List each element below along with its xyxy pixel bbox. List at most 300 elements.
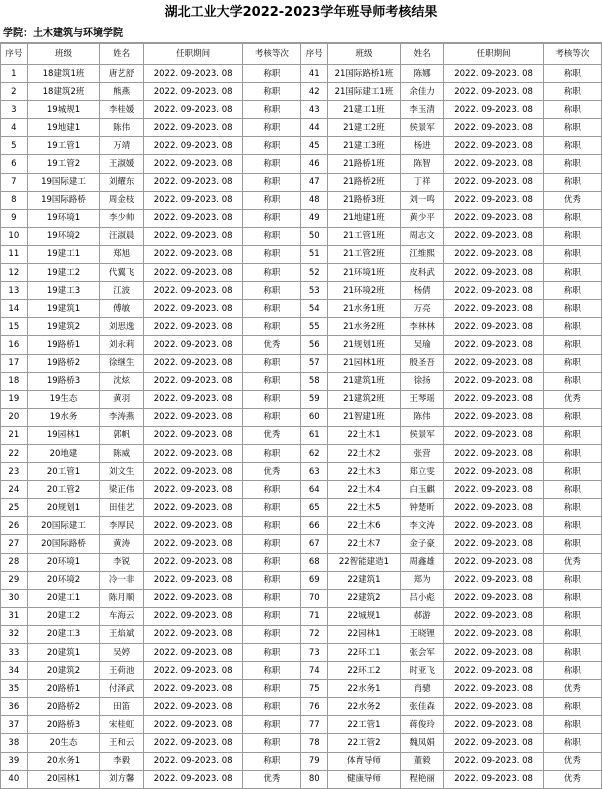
term-cell: 2022. 09-2023. 08 bbox=[444, 209, 543, 227]
teacher-name: 梁正伟 bbox=[100, 481, 144, 499]
class-cell: 20地建 bbox=[27, 444, 100, 462]
table-row bbox=[1, 173, 602, 191]
teacher-name: 徐继生 bbox=[100, 354, 144, 372]
results-table bbox=[0, 43, 602, 789]
header-grade: 考核等次 bbox=[543, 44, 601, 65]
teacher-name: 金子豪 bbox=[400, 535, 444, 553]
table-row bbox=[1, 571, 602, 589]
table-row bbox=[1, 553, 602, 571]
term-cell: 2022. 09-2023. 08 bbox=[444, 481, 543, 499]
class-cell: 19建工2 bbox=[27, 264, 100, 282]
teacher-name: 王荷池 bbox=[100, 662, 144, 680]
term-cell: 2022. 09-2023. 08 bbox=[143, 336, 242, 354]
grade-cell: 称职 bbox=[543, 227, 601, 245]
grade-cell: 称职 bbox=[543, 65, 601, 83]
teacher-name: 郑为 bbox=[400, 571, 444, 589]
class-cell: 21智建1班 bbox=[328, 408, 401, 426]
class-cell: 22建筑1 bbox=[328, 571, 401, 589]
header-class: 班级 bbox=[27, 44, 100, 65]
teacher-name: 王淑媛 bbox=[100, 155, 144, 173]
class-cell: 22土木2 bbox=[328, 444, 401, 462]
header-name: 姓名 bbox=[100, 44, 144, 65]
teacher-name: 王晓锂 bbox=[400, 625, 444, 643]
teacher-name: 皮科武 bbox=[400, 264, 444, 282]
class-cell: 20工管1 bbox=[27, 463, 100, 481]
row-index: 11 bbox=[1, 245, 28, 263]
table-body bbox=[1, 65, 602, 789]
header-name: 姓名 bbox=[400, 44, 444, 65]
row-index: 54 bbox=[301, 300, 328, 318]
teacher-name: 田笛 bbox=[100, 698, 144, 716]
teacher-name: 郝游 bbox=[400, 607, 444, 625]
class-cell: 19建筑1 bbox=[27, 300, 100, 318]
table-row bbox=[1, 589, 602, 607]
grade-cell: 称职 bbox=[243, 264, 301, 282]
teacher-name: 沈炫 bbox=[100, 372, 144, 390]
table-row bbox=[1, 625, 602, 643]
teacher-name: 宋桂虹 bbox=[100, 716, 144, 734]
class-cell: 21水务1班 bbox=[328, 300, 401, 318]
row-index: 20 bbox=[1, 408, 28, 426]
teacher-name: 黄羽 bbox=[100, 390, 144, 408]
grade-cell: 称职 bbox=[243, 191, 301, 209]
teacher-name: 吕小彪 bbox=[400, 589, 444, 607]
term-cell: 2022. 09-2023. 08 bbox=[143, 191, 242, 209]
header-grade: 考核等次 bbox=[243, 44, 301, 65]
page-title: 湖北工业大学2022-2023学年班导师考核结果 bbox=[164, 5, 438, 20]
class-cell: 21工管2班 bbox=[328, 245, 401, 263]
grade-cell: 称职 bbox=[243, 354, 301, 372]
grade-cell: 称职 bbox=[243, 644, 301, 662]
class-cell: 21水务2班 bbox=[328, 318, 401, 336]
class-cell: 22城规1 bbox=[328, 607, 401, 625]
class-cell: 20环境2 bbox=[27, 571, 100, 589]
table-row bbox=[1, 408, 602, 426]
row-index: 64 bbox=[301, 481, 328, 499]
teacher-name: 张营 bbox=[400, 444, 444, 462]
teacher-name: 周志文 bbox=[400, 227, 444, 245]
row-index: 27 bbox=[1, 535, 28, 553]
term-cell: 2022. 09-2023. 08 bbox=[143, 390, 242, 408]
table-row bbox=[1, 499, 602, 517]
grade-cell: 称职 bbox=[243, 83, 301, 101]
teacher-name: 郭帆 bbox=[100, 426, 144, 444]
teacher-name: 余佳力 bbox=[400, 83, 444, 101]
class-cell: 19园林1 bbox=[27, 426, 100, 444]
row-index: 18 bbox=[1, 372, 28, 390]
row-index: 7 bbox=[1, 173, 28, 191]
class-cell: 19工管2 bbox=[27, 155, 100, 173]
row-index: 17 bbox=[1, 354, 28, 372]
term-cell: 2022. 09-2023. 08 bbox=[143, 264, 242, 282]
teacher-name: 傅敏 bbox=[100, 300, 144, 318]
table-row bbox=[1, 517, 602, 535]
row-index: 65 bbox=[301, 499, 328, 517]
row-index: 35 bbox=[1, 680, 28, 698]
term-cell: 2022. 09-2023. 08 bbox=[444, 571, 543, 589]
class-cell: 18建筑2班 bbox=[27, 83, 100, 101]
class-cell: 22土木3 bbox=[328, 463, 401, 481]
grade-cell: 称职 bbox=[243, 481, 301, 499]
class-cell: 体育导师 bbox=[328, 752, 401, 770]
class-cell: 20建筑2 bbox=[27, 662, 100, 680]
grade-cell: 称职 bbox=[543, 517, 601, 535]
teacher-name: 徐扬 bbox=[400, 372, 444, 390]
term-cell: 2022. 09-2023. 08 bbox=[143, 625, 242, 643]
row-index: 30 bbox=[1, 589, 28, 607]
table-row bbox=[1, 354, 602, 372]
grade-cell: 称职 bbox=[243, 662, 301, 680]
term-cell: 2022. 09-2023. 08 bbox=[143, 408, 242, 426]
term-cell: 2022. 09-2023. 08 bbox=[444, 680, 543, 698]
row-index: 33 bbox=[1, 644, 28, 662]
row-index: 1 bbox=[1, 65, 28, 83]
class-cell: 22环工2 bbox=[328, 662, 401, 680]
row-index: 46 bbox=[301, 155, 328, 173]
row-index: 38 bbox=[1, 734, 28, 752]
teacher-name: 汪淑晨 bbox=[100, 227, 144, 245]
grade-cell: 称职 bbox=[243, 698, 301, 716]
row-index: 6 bbox=[1, 155, 28, 173]
teacher-name: 李厚民 bbox=[100, 517, 144, 535]
term-cell: 2022. 09-2023. 08 bbox=[444, 589, 543, 607]
table-row bbox=[1, 481, 602, 499]
grade-cell: 称职 bbox=[543, 481, 601, 499]
grade-cell: 称职 bbox=[543, 625, 601, 643]
row-index: 60 bbox=[301, 408, 328, 426]
class-cell: 20建工3 bbox=[27, 625, 100, 643]
grade-cell: 称职 bbox=[543, 209, 601, 227]
grade-cell: 称职 bbox=[543, 336, 601, 354]
row-index: 72 bbox=[301, 625, 328, 643]
term-cell: 2022. 09-2023. 08 bbox=[143, 571, 242, 589]
class-cell: 19水务 bbox=[27, 408, 100, 426]
grade-cell: 称职 bbox=[543, 589, 601, 607]
teacher-name: 王焰斌 bbox=[100, 625, 144, 643]
teacher-name: 田佳艺 bbox=[100, 499, 144, 517]
teacher-name: 钟楚昕 bbox=[400, 499, 444, 517]
term-cell: 2022. 09-2023. 08 bbox=[143, 227, 242, 245]
class-cell: 19城规1 bbox=[27, 101, 100, 119]
term-cell: 2022. 09-2023. 08 bbox=[143, 752, 242, 770]
teacher-name: 付泽武 bbox=[100, 680, 144, 698]
grade-cell: 优秀 bbox=[243, 770, 301, 788]
table-row bbox=[1, 662, 602, 680]
row-index: 50 bbox=[301, 227, 328, 245]
teacher-name: 江维熙 bbox=[400, 245, 444, 263]
row-index: 71 bbox=[301, 607, 328, 625]
row-index: 76 bbox=[301, 698, 328, 716]
teacher-name: 侯景军 bbox=[400, 426, 444, 444]
grade-cell: 称职 bbox=[243, 607, 301, 625]
table-row bbox=[1, 716, 602, 734]
term-cell: 2022. 09-2023. 08 bbox=[444, 770, 543, 788]
row-index: 23 bbox=[1, 463, 28, 481]
row-index: 47 bbox=[301, 173, 328, 191]
row-index: 14 bbox=[1, 300, 28, 318]
table-row bbox=[1, 191, 602, 209]
grade-cell: 称职 bbox=[243, 499, 301, 517]
table-row bbox=[1, 680, 602, 698]
row-index: 62 bbox=[301, 444, 328, 462]
term-cell: 2022. 09-2023. 08 bbox=[143, 372, 242, 390]
table-row bbox=[1, 644, 602, 662]
teacher-name: 万亮 bbox=[400, 300, 444, 318]
table-row bbox=[1, 336, 602, 354]
teacher-name: 蒋俊玲 bbox=[400, 716, 444, 734]
grade-cell: 称职 bbox=[243, 390, 301, 408]
grade-cell: 称职 bbox=[243, 444, 301, 462]
term-cell: 2022. 09-2023. 08 bbox=[444, 354, 543, 372]
grade-cell: 优秀 bbox=[543, 191, 601, 209]
teacher-name: 魏凤娟 bbox=[400, 734, 444, 752]
term-cell: 2022. 09-2023. 08 bbox=[444, 644, 543, 662]
term-cell: 2022. 09-2023. 08 bbox=[444, 535, 543, 553]
grade-cell: 称职 bbox=[543, 300, 601, 318]
grade-cell: 称职 bbox=[543, 734, 601, 752]
teacher-name: 杨倩 bbox=[400, 282, 444, 300]
row-index: 68 bbox=[301, 553, 328, 571]
term-cell: 2022. 09-2023. 08 bbox=[444, 318, 543, 336]
class-cell: 20规划1 bbox=[27, 499, 100, 517]
row-index: 80 bbox=[301, 770, 328, 788]
term-cell: 2022. 09-2023. 08 bbox=[143, 209, 242, 227]
row-index: 32 bbox=[1, 625, 28, 643]
row-index: 79 bbox=[301, 752, 328, 770]
class-cell: 19建筑2 bbox=[27, 318, 100, 336]
grade-cell: 优秀 bbox=[543, 680, 601, 698]
row-index: 63 bbox=[301, 463, 328, 481]
table-row bbox=[1, 607, 602, 625]
grade-cell: 称职 bbox=[243, 155, 301, 173]
row-index: 66 bbox=[301, 517, 328, 535]
grade-cell: 称职 bbox=[243, 173, 301, 191]
teacher-name: 冷一非 bbox=[100, 571, 144, 589]
term-cell: 2022. 09-2023. 08 bbox=[444, 734, 543, 752]
table-row bbox=[1, 282, 602, 300]
class-cell: 21路桥3班 bbox=[328, 191, 401, 209]
row-index: 8 bbox=[1, 191, 28, 209]
teacher-name: 丁祥 bbox=[400, 173, 444, 191]
class-cell: 19路桥3 bbox=[27, 372, 100, 390]
row-index: 53 bbox=[301, 282, 328, 300]
class-cell: 22工管1 bbox=[328, 716, 401, 734]
table-row bbox=[1, 65, 602, 83]
class-cell: 19建工3 bbox=[27, 282, 100, 300]
class-cell: 20园林1 bbox=[27, 770, 100, 788]
class-cell: 20路桥2 bbox=[27, 698, 100, 716]
grade-cell: 称职 bbox=[243, 245, 301, 263]
header-index: 序号 bbox=[1, 44, 28, 65]
row-index: 3 bbox=[1, 101, 28, 119]
row-index: 21 bbox=[1, 426, 28, 444]
term-cell: 2022. 09-2023. 08 bbox=[143, 607, 242, 625]
row-index: 12 bbox=[1, 264, 28, 282]
teacher-name: 王琴瑶 bbox=[400, 390, 444, 408]
table-row bbox=[1, 444, 602, 462]
class-cell: 21路桥1班 bbox=[328, 155, 401, 173]
grade-cell: 称职 bbox=[543, 535, 601, 553]
term-cell: 2022. 09-2023. 08 bbox=[143, 444, 242, 462]
row-index: 9 bbox=[1, 209, 28, 227]
table-row bbox=[1, 155, 602, 173]
class-cell: 21国际路桥1班 bbox=[328, 65, 401, 83]
row-index: 28 bbox=[1, 553, 28, 571]
grade-cell: 称职 bbox=[543, 662, 601, 680]
class-cell: 22土木7 bbox=[328, 535, 401, 553]
class-cell: 22水务2 bbox=[328, 698, 401, 716]
grade-cell: 称职 bbox=[543, 245, 601, 263]
row-index: 61 bbox=[301, 426, 328, 444]
table-row bbox=[1, 209, 602, 227]
teacher-name: 周鑫雄 bbox=[400, 553, 444, 571]
grade-cell: 称职 bbox=[543, 426, 601, 444]
term-cell: 2022. 09-2023. 08 bbox=[444, 752, 543, 770]
table-row bbox=[1, 698, 602, 716]
row-index: 77 bbox=[301, 716, 328, 734]
grade-cell: 称职 bbox=[243, 408, 301, 426]
term-cell: 2022. 09-2023. 08 bbox=[444, 119, 543, 137]
class-cell: 20路桥3 bbox=[27, 716, 100, 734]
table-row bbox=[1, 770, 602, 788]
term-cell: 2022. 09-2023. 08 bbox=[444, 698, 543, 716]
grade-cell: 优秀 bbox=[243, 336, 301, 354]
term-cell: 2022. 09-2023. 08 bbox=[444, 499, 543, 517]
class-cell: 20国际路桥 bbox=[27, 535, 100, 553]
term-cell: 2022. 09-2023. 08 bbox=[143, 463, 242, 481]
teacher-name: 李锐 bbox=[100, 553, 144, 571]
term-cell: 2022. 09-2023. 08 bbox=[143, 680, 242, 698]
row-index: 16 bbox=[1, 336, 28, 354]
term-cell: 2022. 09-2023. 08 bbox=[143, 698, 242, 716]
teacher-name: 董毅 bbox=[400, 752, 444, 770]
teacher-name: 张佳森 bbox=[400, 698, 444, 716]
class-cell: 21地建1班 bbox=[328, 209, 401, 227]
term-cell: 2022. 09-2023. 08 bbox=[444, 408, 543, 426]
teacher-name: 张会军 bbox=[400, 644, 444, 662]
header-row bbox=[1, 44, 602, 65]
row-index: 73 bbox=[301, 644, 328, 662]
row-index: 70 bbox=[301, 589, 328, 607]
row-index: 39 bbox=[1, 752, 28, 770]
teacher-name: 陈智 bbox=[400, 155, 444, 173]
class-cell: 20国际建工 bbox=[27, 517, 100, 535]
grade-cell: 称职 bbox=[243, 318, 301, 336]
grade-cell: 称职 bbox=[543, 408, 601, 426]
class-cell: 21建工1班 bbox=[328, 101, 401, 119]
teacher-name: 陈威 bbox=[100, 444, 144, 462]
term-cell: 2022. 09-2023. 08 bbox=[444, 245, 543, 263]
grade-cell: 称职 bbox=[543, 444, 601, 462]
table-row bbox=[1, 372, 602, 390]
table-row bbox=[1, 227, 602, 245]
term-cell: 2022. 09-2023. 08 bbox=[444, 372, 543, 390]
grade-cell: 称职 bbox=[543, 137, 601, 155]
row-index: 43 bbox=[301, 101, 328, 119]
teacher-name: 李少帅 bbox=[100, 209, 144, 227]
term-cell: 2022. 09-2023. 08 bbox=[143, 499, 242, 517]
teacher-name: 郑旭 bbox=[100, 245, 144, 263]
row-index: 36 bbox=[1, 698, 28, 716]
grade-cell: 优秀 bbox=[243, 463, 301, 481]
teacher-name: 刘永莉 bbox=[100, 336, 144, 354]
class-cell: 22土木5 bbox=[328, 499, 401, 517]
term-cell: 2022. 09-2023. 08 bbox=[444, 191, 543, 209]
header-term: 任职期间 bbox=[143, 44, 242, 65]
table-row bbox=[1, 300, 602, 318]
term-cell: 2022. 09-2023. 08 bbox=[444, 173, 543, 191]
class-cell: 20建工1 bbox=[27, 589, 100, 607]
row-index: 59 bbox=[301, 390, 328, 408]
row-index: 74 bbox=[301, 662, 328, 680]
class-cell: 19工管1 bbox=[27, 137, 100, 155]
row-index: 75 bbox=[301, 680, 328, 698]
class-cell: 21建工2班 bbox=[328, 119, 401, 137]
term-cell: 2022. 09-2023. 08 bbox=[143, 155, 242, 173]
term-cell: 2022. 09-2023. 08 bbox=[444, 426, 543, 444]
term-cell: 2022. 09-2023. 08 bbox=[444, 336, 543, 354]
teacher-name: 唐艺舒 bbox=[100, 65, 144, 83]
term-cell: 2022. 09-2023. 08 bbox=[143, 354, 242, 372]
term-cell: 2022. 09-2023. 08 bbox=[444, 662, 543, 680]
row-index: 25 bbox=[1, 499, 28, 517]
term-cell: 2022. 09-2023. 08 bbox=[143, 300, 242, 318]
grade-cell: 优秀 bbox=[543, 770, 601, 788]
row-index: 13 bbox=[1, 282, 28, 300]
class-cell: 21建筑2班 bbox=[328, 390, 401, 408]
grade-cell: 称职 bbox=[243, 589, 301, 607]
term-cell: 2022. 09-2023. 08 bbox=[143, 481, 242, 499]
class-cell: 19建工1 bbox=[27, 245, 100, 263]
class-cell: 20工管2 bbox=[27, 481, 100, 499]
row-index: 67 bbox=[301, 535, 328, 553]
term-cell: 2022. 09-2023. 08 bbox=[143, 318, 242, 336]
term-cell: 2022. 09-2023. 08 bbox=[444, 83, 543, 101]
grade-cell: 称职 bbox=[243, 535, 301, 553]
grade-cell: 优秀 bbox=[543, 390, 601, 408]
class-cell: 22建筑2 bbox=[328, 589, 401, 607]
term-cell: 2022. 09-2023. 08 bbox=[143, 119, 242, 137]
teacher-name: 刘文生 bbox=[100, 463, 144, 481]
teacher-name: 程艳丽 bbox=[400, 770, 444, 788]
grade-cell: 称职 bbox=[543, 282, 601, 300]
teacher-name: 吴瑜 bbox=[400, 336, 444, 354]
grade-cell: 称职 bbox=[243, 119, 301, 137]
teacher-name: 周金枝 bbox=[100, 191, 144, 209]
class-cell: 21规划1班 bbox=[328, 336, 401, 354]
grade-cell: 称职 bbox=[543, 264, 601, 282]
table-row bbox=[1, 137, 602, 155]
class-cell: 21建工3班 bbox=[328, 137, 401, 155]
header-class: 班级 bbox=[328, 44, 401, 65]
grade-cell: 称职 bbox=[543, 318, 601, 336]
term-cell: 2022. 09-2023. 08 bbox=[444, 625, 543, 643]
teacher-name: 刘思逸 bbox=[100, 318, 144, 336]
term-cell: 2022. 09-2023. 08 bbox=[444, 607, 543, 625]
class-cell: 21工管1班 bbox=[328, 227, 401, 245]
class-cell: 22水务1 bbox=[328, 680, 401, 698]
grade-cell: 称职 bbox=[543, 463, 601, 481]
class-cell: 22智能建造1 bbox=[328, 553, 401, 571]
teacher-name: 殷圣吾 bbox=[400, 354, 444, 372]
class-cell: 22园林1 bbox=[328, 625, 401, 643]
grade-cell: 称职 bbox=[243, 734, 301, 752]
teacher-name: 李桂媛 bbox=[100, 101, 144, 119]
row-index: 44 bbox=[301, 119, 328, 137]
class-cell: 健康导师 bbox=[328, 770, 401, 788]
teacher-name: 王和云 bbox=[100, 734, 144, 752]
term-cell: 2022. 09-2023. 08 bbox=[143, 137, 242, 155]
